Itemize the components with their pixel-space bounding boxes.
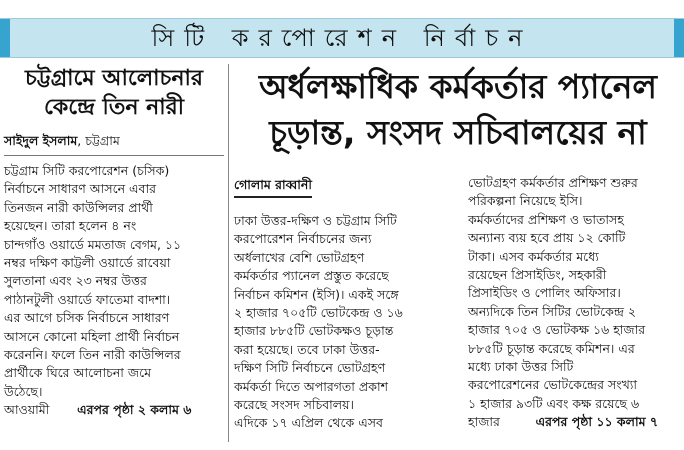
- left-story-body: [4, 162, 228, 420]
- banner-accent-left: [0, 19, 10, 57]
- body-line: ২ হাজার ৭০৫টি ভোটকেন্দ্র ও ১৬: [234, 305, 403, 321]
- body-line: মধ্যে ঢাকা উত্তর সিটি: [468, 359, 574, 375]
- column-body: [234, 212, 460, 433]
- continuation-link[interactable]: এরপর পৃষ্ঠা ২ কলাম ৬: [77, 402, 192, 418]
- byline-name: সাইদুল ইসলাম: [4, 133, 78, 148]
- body-line: হয়েছেন। তারা হলেন ৪ নং: [4, 218, 137, 234]
- body-line: হাজার ৭০৫ ও ভোটকক্ষ ১৬ হাজার: [468, 322, 646, 338]
- left-story-byline: [4, 132, 228, 149]
- body-line: পাঠানটুলী ওয়ার্ডে ফাতেমা বাদশা।: [4, 291, 171, 307]
- body-line: এদিকে ১৭ এপ্রিল থেকে এসব: [234, 415, 383, 431]
- byline-divider: [4, 155, 224, 156]
- main-story-column-1: [232, 174, 460, 433]
- body-line: এর আগে চসিক নির্বাচনে সাধারণ: [4, 310, 170, 326]
- body-line: করপোরেশনের ভোটকেন্দ্রের সংখ্যা: [468, 377, 638, 393]
- body-line: নম্বর দক্ষিণ কাট্টলী ওয়ার্ডে রাবেয়া: [4, 255, 171, 271]
- body-line: ৮৮৫টি চূড়ান্ত করেছে কমিশন। এর: [468, 340, 635, 356]
- body-line: দক্ষিণ সিটি নির্বাচনে ভোটগ্রহণ: [234, 360, 386, 376]
- body-line: টাকা। এসব কর্মকর্তার মধ্যে: [468, 248, 599, 264]
- body-last-line: [4, 401, 228, 419]
- headline-line: চট্টগ্রামে আলোচনার: [24, 66, 204, 91]
- body-line: উঠেছে।: [4, 383, 43, 399]
- body-line: অর্ধলাখের বেশি ভোটগ্রহণ: [234, 249, 365, 265]
- left-story: [0, 56, 228, 450]
- body-line: চান্দগাঁও ওয়ার্ডে মমতাজ বেগম, ১১: [4, 236, 182, 252]
- last-word: হাজার: [468, 414, 500, 430]
- body-line: প্রিসাইডিং ও পোলিং অফিসার।: [468, 285, 621, 301]
- main-story-column-2: [468, 174, 680, 432]
- last-word: আওয়ামী: [4, 402, 50, 418]
- body-line: কর্মকর্তার প্যানেল প্রস্তুত করেছে: [234, 268, 389, 284]
- section-title: সিটি করপোরেশন নির্বাচন: [151, 24, 533, 52]
- body-line: রয়েছেন প্রিসাইডিং, সহকারী: [468, 267, 607, 283]
- body-line: কর্মকর্তা দিতে অপারগতা প্রকাশ: [234, 378, 389, 394]
- left-story-headline: [0, 64, 228, 122]
- body-last-line: [468, 413, 680, 431]
- headline-line: কেন্দ্রে তিন নারী: [43, 95, 185, 120]
- body-line: পরিকল্পনা নিয়েছে ইসি।: [468, 193, 583, 209]
- section-banner: [0, 18, 684, 58]
- body-line: সুলতানা এবং ২৩ নম্বর উত্তর: [4, 273, 147, 289]
- body-line: নির্বাচন কমিশন (ইসি)। একই সঙ্গে: [234, 286, 399, 302]
- body-line: করপোরেশন নির্বাচনের জন্য: [234, 231, 372, 247]
- column-divider: [228, 64, 229, 442]
- body-line: কর্মকর্তাদের প্রশিক্ষণ ও ভাতাসহ: [468, 211, 624, 227]
- continuation-link[interactable]: এরপর পৃষ্ঠা ১১ কলাম ৭: [535, 414, 659, 430]
- body-line: ১ হাজার ৯৩টি এবং কক্ষ রয়েছে ৬: [468, 395, 640, 411]
- body-line: অন্যদিকে তিন সিটির ভোটকেন্দ্র ২: [468, 303, 637, 319]
- body-line: ঢাকা উত্তর-দক্ষিণ ও চট্টগ্রাম সিটি: [234, 213, 397, 228]
- headline-line: অর্ধলক্ষাধিক কর্মকর্তার প্যানেল: [258, 67, 658, 106]
- body-line: তিনজন নারী কাউন্সিলর প্রার্থী: [4, 199, 153, 215]
- banner-accent-right: [674, 19, 684, 57]
- body-line: নির্বাচনে সাধারণ আসনে এবার: [4, 181, 157, 197]
- body-line: করেননি। ফলে তিন নারী কাউন্সিলর: [4, 347, 181, 363]
- main-story-headline: [232, 64, 684, 156]
- column-body: [468, 174, 680, 432]
- body-line: করেছে সংসদ সচিবালয়।: [234, 397, 354, 413]
- headline-line: চূড়ান্ত, সংসদ সচিবালয়ের না: [269, 113, 647, 152]
- body-line: প্রার্থীকে ঘিরে আলোচনা জমে: [4, 365, 152, 381]
- main-story: [232, 56, 684, 450]
- body-line: অন্যান্য ব্যয় হবে প্রায় ১২ কোটি: [468, 230, 626, 246]
- body-line: করা হয়েছে। তবে ঢাকা উত্তর-: [234, 341, 380, 357]
- author-name: গোলাম রাব্বানী: [234, 176, 312, 198]
- body-line: চট্টগ্রাম সিটি করপোরেশন (চসিক): [4, 163, 170, 178]
- byline-place: , চট্টগ্রাম: [77, 133, 120, 148]
- body-line: আসনে কোনো মহিলা প্রার্থী নির্বাচন: [4, 328, 180, 344]
- body-line: হাজার ৮৮৫টি ভোটকক্ষও চূড়ান্ত: [234, 323, 394, 339]
- body-line: ভোটগ্রহণ কর্মকর্তার প্রশিক্ষণ শুরুর: [468, 175, 638, 190]
